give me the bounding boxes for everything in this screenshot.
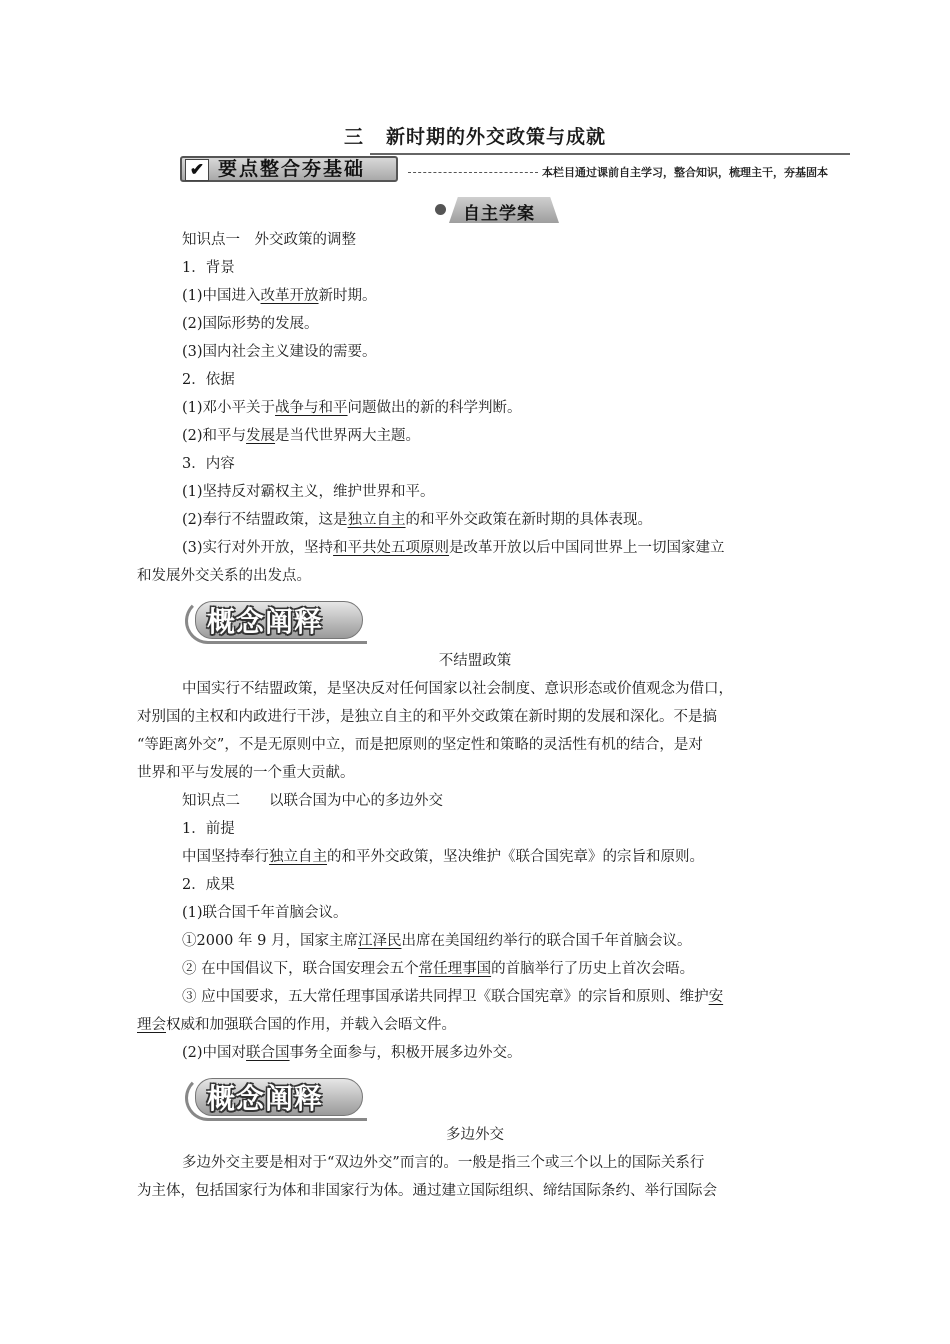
title-text: 新时期的外交政策与成就 — [386, 126, 607, 148]
basis-item-1: (1)邓小平关于战争与和平问题做出的新的科学判断。 — [182, 400, 522, 416]
page-title — [0, 122, 950, 149]
heading-background: 1．背景 — [182, 260, 235, 276]
background-item-3: (3)国内社会主义建设的需要。 — [182, 344, 377, 360]
heading-basis: 2．依据 — [182, 372, 235, 388]
self-study-tag — [435, 197, 565, 223]
banner-box — [180, 156, 398, 182]
banner-rule — [370, 153, 850, 155]
achievement-item-1: (1)联合国千年首脑会议。 — [182, 905, 348, 921]
concept-1-para: 中国实行不结盟政策，是坚决反对任何国家以社会制度、意识形态或价值观念为借口， — [182, 681, 733, 697]
heading-achievements: 2．成果 — [182, 877, 235, 893]
content-item-2: (2)奉行不结盟政策，这是独立自主的和平外交政策在新时期的具体表现。 — [182, 512, 653, 528]
basis-item-2: (2)和平与发展是当代世界两大主题。 — [182, 428, 421, 444]
heading-content: 3．内容 — [182, 456, 235, 472]
banner-dash — [408, 172, 538, 173]
concept-1-title: 不结盟政策 — [438, 653, 512, 669]
check-icon: ✔ — [185, 159, 209, 181]
concept-2-title: 多边外交 — [446, 1127, 504, 1143]
achievement-item-2: (2)中国对联合国事务全面参与，积极开展多边外交。 — [182, 1045, 522, 1061]
achievement-item-1c: ③ 应中国要求，五大常任理事国承诺共同捍卫《联合国宪章》的宗旨和原则、维护安 — [182, 989, 724, 1005]
concept-badge-1 — [185, 598, 365, 644]
knowledge-point-2: 知识点二 以联合国为中心的多边外交 — [182, 793, 443, 809]
concept-1-para: 世界和平与发展的一个重大贡献。 — [137, 765, 355, 781]
achievement-item-1a: ①2000 年 9 月，国家主席江泽民出席在美国纽约举行的联合国千年首脑会议。 — [182, 933, 692, 949]
knowledge-point-1: 知识点一 外交政策的调整 — [182, 232, 356, 248]
concept-2-para: 为主体，包括国家行为体和非国家行为体。通过建立国际组织、缔结国际条约、举行国际会 — [137, 1183, 717, 1199]
achievement-item-1c-cont: 理会权威和加强联合国的作用，并载入会晤文件。 — [137, 1017, 456, 1033]
concept-badge-label: 概念阐释 — [207, 605, 324, 638]
background-item-1: (1)中国进入改革开放新时期。 — [182, 288, 377, 304]
section-banner — [180, 153, 850, 187]
concept-2-para: 多边外交主要是相对于“双边外交”而言的。一般是指三个或三个以上的国际关系行 — [182, 1155, 705, 1171]
content-item-3: (3)实行对外开放，坚持和平共处五项原则是改革开放以后中国同世界上一切国家建立 — [182, 540, 725, 556]
concept-badge-2 — [185, 1075, 365, 1121]
heading-premise: 1．前提 — [182, 821, 235, 837]
bullet-icon — [435, 204, 446, 215]
content-item-1: (1)坚持反对霸权主义，维护世界和平。 — [182, 484, 435, 500]
achievement-item-1b: ② 在中国倡议下，联合国安理会五个常任理事国的首脑举行了历史上首次会晤。 — [182, 961, 695, 977]
concept-1-para: “等距离外交”，不是无原则中立，而是把原则的坚定性和策略的灵活性有机的结合，是对 — [137, 737, 703, 753]
background-item-2: (2)国际形势的发展。 — [182, 316, 319, 332]
concept-badge-label: 概念阐释 — [207, 1082, 324, 1115]
content-item-3-cont: 和发展外交关系的出发点。 — [137, 568, 311, 584]
concept-1-para: 对别国的主权和内政进行干涉，是独立自主的和平外交政策在新时期的发展和深化。不是搞 — [137, 709, 717, 725]
title-number: 三 — [343, 126, 364, 148]
banner-note: 本栏目通过课前自主学习，整合知识，梳理主干，夯基固本 — [542, 166, 828, 179]
premise-item: 中国坚持奉行独立自主的和平外交政策，坚决维护《联合国宪章》的宗旨和原则。 — [182, 849, 704, 865]
self-study-label: 自主学案 — [463, 204, 535, 224]
banner-label: 要点整合夯基础 — [218, 158, 366, 180]
